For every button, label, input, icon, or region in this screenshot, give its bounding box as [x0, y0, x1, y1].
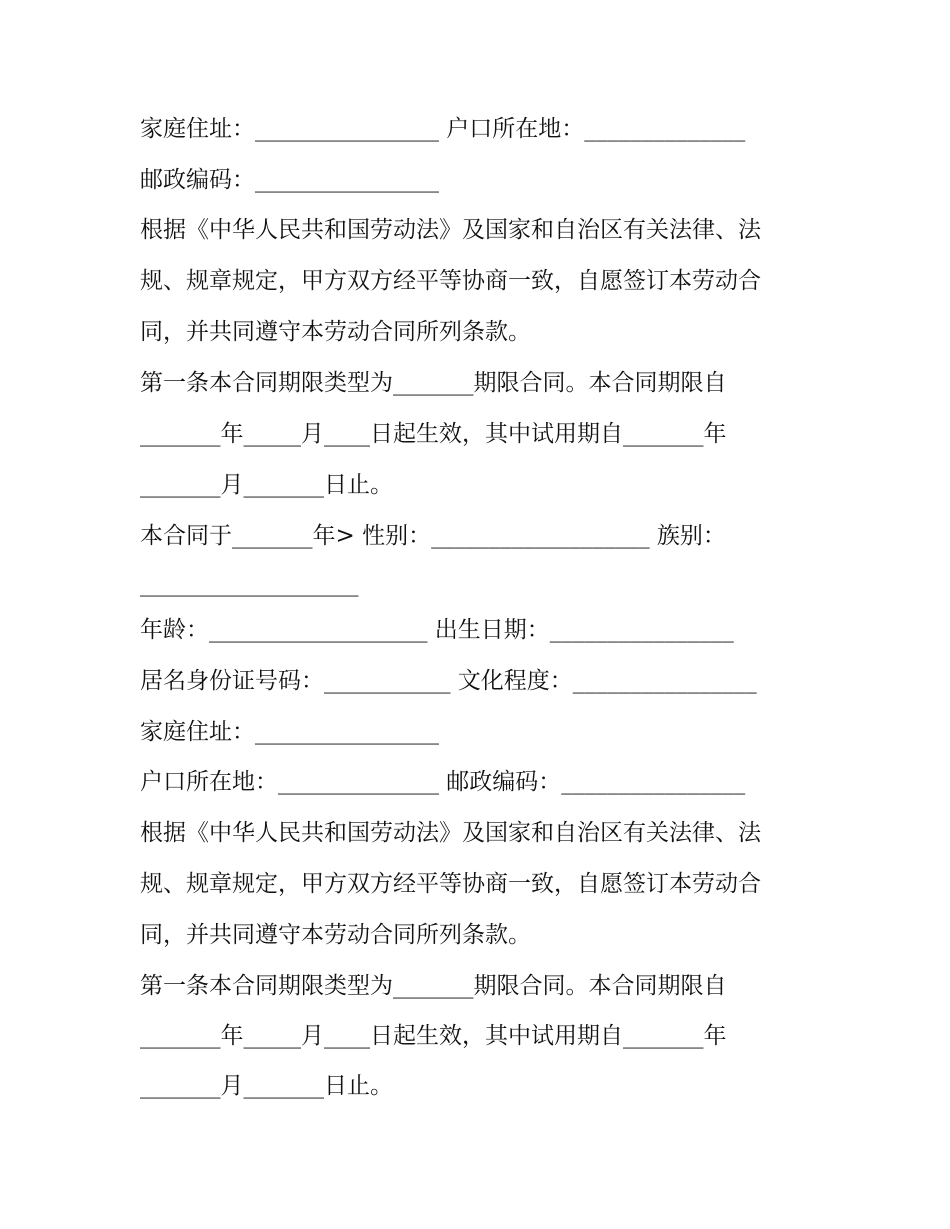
text-line: 年龄：___________________ 出生日期：________________ [140, 617, 734, 643]
text-line: ___________________ [140, 571, 359, 597]
text-line: 第一条本合同期限类型为_______期限合同。本合同期限自 [140, 973, 727, 999]
text-line: 同，并共同遵守本劳动合同所列条款。 [140, 319, 531, 345]
text-line: 家庭住址：________________ 户口所在地：______________ [140, 116, 746, 142]
text-line: 同，并共同遵守本劳动合同所列条款。 [140, 922, 531, 948]
text-line: 家庭住址：________________ [140, 719, 439, 745]
text-line: 规、规章规定，甲方双方经平等协商一致，自愿签订本劳动合 [140, 871, 761, 897]
text-line: _______月_______日止。 [140, 1073, 393, 1099]
text-line: 户口所在地：______________ 邮政编码：________________ [140, 769, 746, 795]
text-line: 根据《中华人民共和国劳动法》及国家和自治区有关法律、法 [140, 820, 761, 846]
text-line: 居名身份证号码：___________ 文化程度：________________ [140, 668, 757, 694]
text-line: 规、规章规定，甲方双方经平等协商一致，自愿签订本劳动合 [140, 268, 761, 294]
text-line: _______月_______日止。 [140, 472, 393, 498]
text-line: _______年_____月____日起生效，其中试用期自_______年 [140, 1023, 727, 1049]
text-line: 邮政编码：________________ [140, 167, 439, 193]
text-line: _______年_____月____日起生效，其中试用期自_______年 [140, 421, 727, 447]
text-line: 根据《中华人民共和国劳动法》及国家和自治区有关法律、法 [140, 217, 761, 243]
text-line: 本合同于_______年> 性别：___________________ 族别： [140, 523, 726, 549]
text-line: 第一条本合同期限类型为_______期限合同。本合同期限自 [140, 370, 727, 396]
